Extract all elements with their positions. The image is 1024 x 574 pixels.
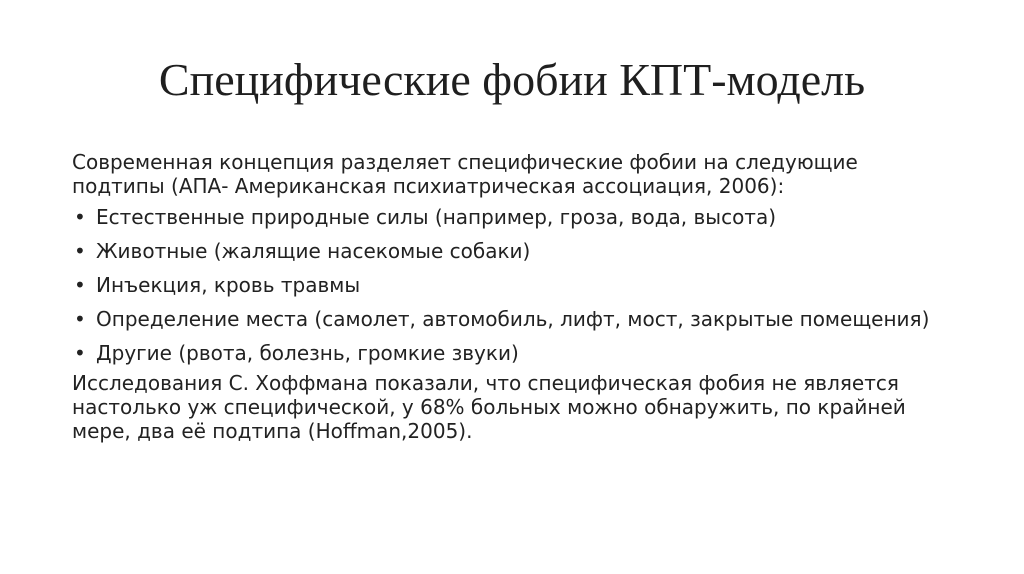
list-item-text: Определение места (самолет, автомобиль, лифт, мост, закрытые помещения) bbox=[96, 307, 930, 331]
list-item-text: Естественные природные силы (например, гроза, вода, высота) bbox=[96, 205, 777, 229]
list-item bbox=[72, 205, 952, 229]
subtype-list bbox=[72, 205, 952, 365]
list-item bbox=[72, 341, 952, 365]
slide-title: Специфические фобии КПТ-модель bbox=[158, 54, 866, 105]
list-item-text: Животные (жалящие насекомые собаки) bbox=[96, 239, 531, 263]
bullet-icon: • bbox=[74, 273, 86, 297]
bullet-icon: • bbox=[74, 239, 86, 263]
list-item bbox=[72, 239, 952, 263]
bullet-icon: • bbox=[74, 341, 86, 365]
intro-paragraph: Современная концепция разделяет специфические фобии на следующие подтипы (АПА- Американская психиатрическая ассоциация, 2006): bbox=[72, 150, 858, 198]
list-item-text: Другие (рвота, болезнь, громкие звуки) bbox=[96, 341, 519, 365]
slide-body bbox=[72, 150, 952, 443]
bullet-icon: • bbox=[74, 307, 86, 331]
list-item bbox=[72, 307, 952, 331]
conclusion-paragraph: Исследования С. Хоффмана показали, что специфическая фобия не является настолько уж специфической, у 68% больных можно обнаружить, по крайней мере, два её подтипа (Hoffman,2005). bbox=[72, 371, 906, 443]
bullet-icon: • bbox=[74, 205, 86, 229]
list-item bbox=[72, 273, 952, 297]
list-item-text: Инъекция, кровь травмы bbox=[96, 273, 361, 297]
